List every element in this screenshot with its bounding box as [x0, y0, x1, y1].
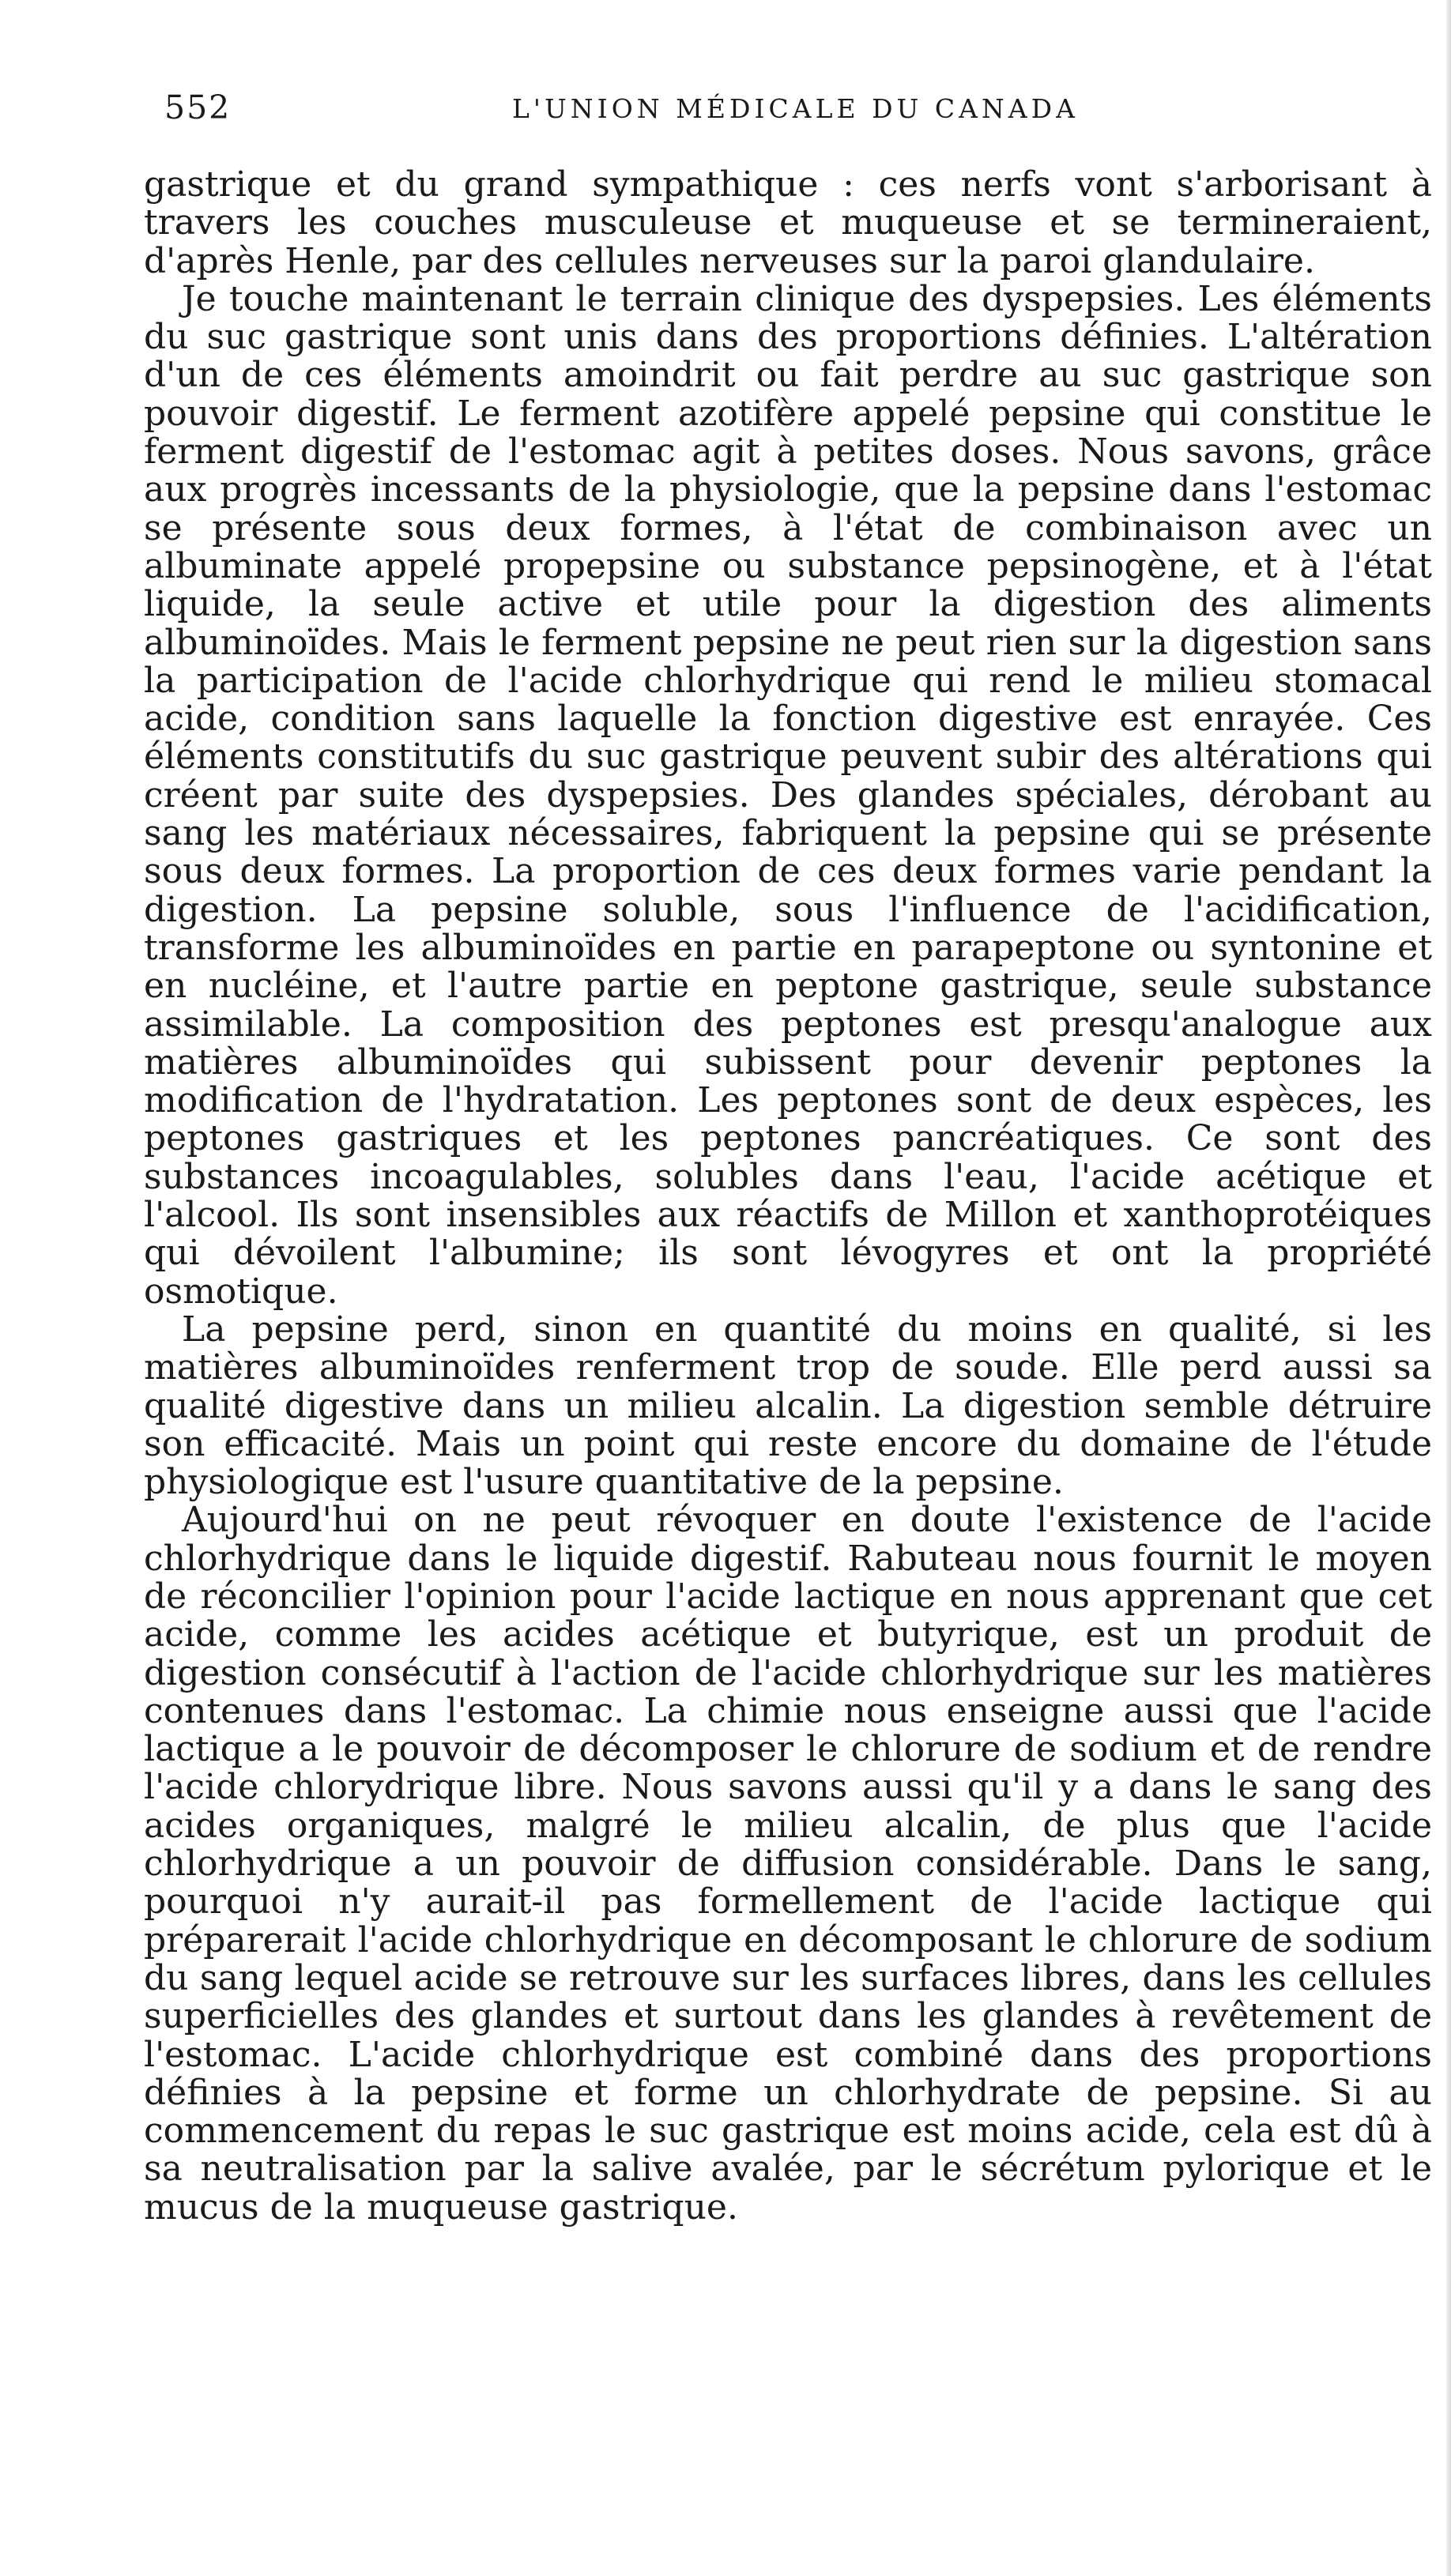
paragraph-pepsine-qualite: La pepsine perd, sinon en quantité du moins en qualité, si les matières albuminoïdes renferment trop de soude. Elle perd aussi sa qualité digestive dans un milieu alcalin. La digestion semble détruire son efficacité. Mais un point qui reste encore du domaine de l'étude physiologique est l'usure quantitative de la pepsine. — [144, 1309, 1432, 1503]
paragraph-acide-chlorhydrique: Aujourd'hui on ne peut révoquer en doute l'existence de l'acide chlorhydrique dans le liquide digestif. Rabuteau nous fournit le moyen de réconcilier l'opinion pour l'acide lactique en nous apprenant que cet acide, comme les acides acétique et butyrique, est un produit de digestion consécutif à l'action de l'acide chlorhydrique sur les matières contenues dans l'estomac. La chimie nous enseigne aussi que l'acide lactique a le pouvoir de décomposer le chlorure de sodium et de rendre l'acide chlorydrique libre. Nous savons aussi qu'il y a dans le sang des acides organiques, malgré le milieu alcalin, de plus que l'acide chlorhydrique a un pouvoir de diffusion considérable. Dans le sang, pourquoi n'y aurait-il pas formellement de l'acide lactique qui préparerait l'acide chlorhydrique en décomposant le chlorure de sodium du sang lequel acide se retrouve sur les surfaces libres, dans les cellules superficielles des glandes et surtout dans les glandes à revêtement de l'estomac. L'acide chlorhydrique est combiné dans des proportions définies à la pepsine et forme un chlorhydrate de pepsine. Si au commencement du repas le suc gastrique est moins acide, cela est dû à sa neutralisation par la salive avalée, par le sécrétum pylorique et le mucus de la muqueuse gastrique. — [144, 1500, 1432, 2228]
article-body — [144, 166, 1432, 2227]
paragraph-dyspepsies: Je touche maintenant le terrain clinique des dyspepsies. Les éléments du suc gastrique sont unis dans des proportions définies. L'altération d'un de ces éléments amoindrit ou fait perdre au suc gastrique son pouvoir digestif. Le ferment azotifère appelé pepsine qui constitue le ferment digestif de l'estomac agit à petites doses. Nous savons, grâce aux progrès incessants de la physiologie, que la pepsine dans l'estomac se présente sous deux formes, à l'état de combinaison avec un albuminate appelé propepsine ou substance pepsinogène, et à l'état liquide, la seule active et utile pour la digestion des aliments albuminoïdes. Mais le ferment pepsine ne peut rien sur la digestion sans la participation de l'acide chlorhydrique qui rend le milieu stomacal acide, condition sans laquelle la fonction digestive est enrayée. Ces éléments constitutifs du suc gastrique peuvent subir des altérations qui créent par suite des dyspepsies. Des glandes spéciales, dérobant au sang les matériaux nécessaires, fabriquent la pepsine qui se présente sous deux formes. La proportion de ces deux formes varie pendant la digestion. La pepsine soluble, sous l'influence de l'acidification, transforme les albuminoïdes en partie en parapeptone ou syntonine et en nucléine, et l'autre partie en peptone gastrique, seule substance assimilable. La composition des peptones est presqu'analogue aux matières albuminoïdes qui subissent pour devenir peptones la modification de l'hydratation. Les peptones sont de deux espèces, les peptones gastriques et les peptones pancréatiques. Ce sont des substances incoagulables, solubles dans l'eau, l'acide acétique et l'alcool. Ils sont insensibles aux réactifs de Millon et xanthoprotéiques qui dévoilent l'albumine; ils sont lévogyres et ont la propriété osmotique. — [144, 278, 1432, 1312]
running-title: L'UNION MÉDICALE DU CANADA — [512, 93, 1079, 124]
page-header — [164, 89, 1255, 136]
paragraph-continuation: gastrique et du grand sympathique : ces nerfs vont s'arborisant à travers les couches musculeuse et muqueuse et se termineraient, d'après Henle, par des cellules nerveuses sur la paroi glandulaire. — [144, 164, 1432, 281]
scan-edge-shadow — [1446, 0, 1451, 2576]
page-number: 552 — [164, 89, 232, 126]
